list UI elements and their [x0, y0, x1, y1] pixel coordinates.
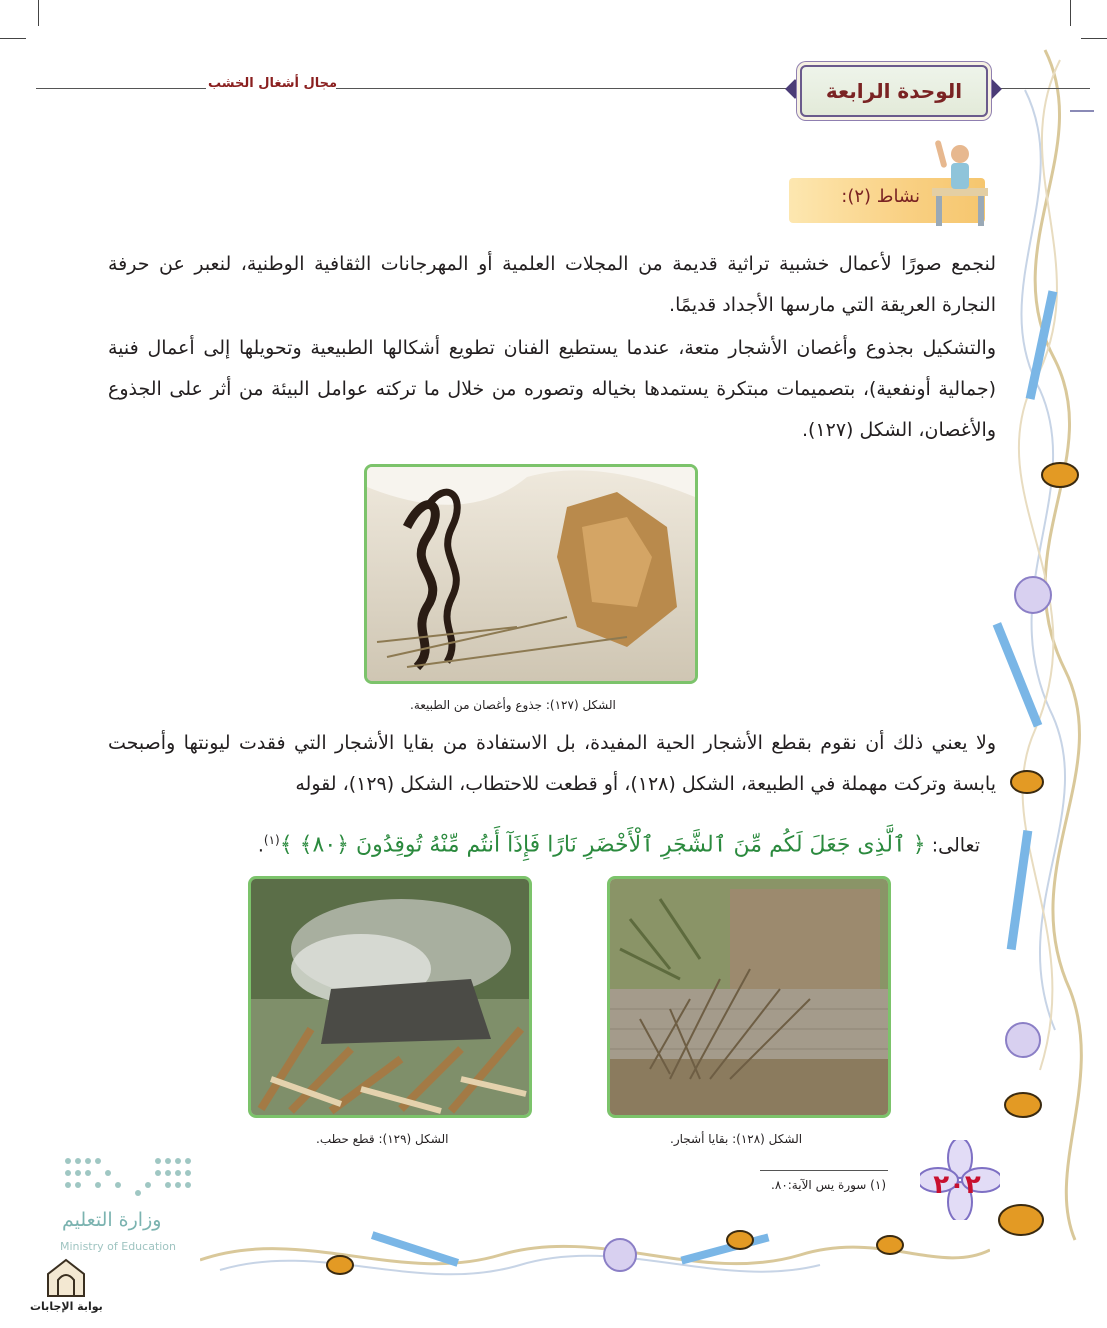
verse-end: .: [257, 834, 264, 857]
butterfly-icon: [727, 1231, 753, 1249]
butterfly-icon: [999, 1205, 1043, 1235]
paragraph-intro: لنجمع صورًا لأعمال خشبية تراثية قديمة من المجلات العلمية أو المهرجانات الثقافية الوطنية، لنعبر عن حرفة النجارة العريقة التي مارسها الأجداد قديمًا.: [108, 253, 996, 316]
butterfly-icon: [1011, 771, 1043, 793]
crop-mark: [0, 38, 26, 39]
paragraph-shaping: والتشكيل بجذوع وأغصان الأشجار متعة، عندما يستطيع الفنان تطويع أشكالها الطبيعية وتحويلها إلى أعمال فنية (جمالية أونفعية)، بتصميمات مبتكرة يستمدها بخياله وتصوره من خلال ما تركته عوامل البيئة من أثر على الجذوع والأغصان، الشكل (١٢٧).: [108, 337, 996, 441]
butterfly-icon: [1005, 1093, 1041, 1117]
unit-badge: [800, 65, 988, 117]
butterfly-icon: [877, 1236, 903, 1254]
crop-mark: [38, 0, 39, 26]
pencil-icon: [993, 622, 1043, 727]
figure-129-caption: الشكل (١٢٩): قطع حطب.: [316, 1132, 449, 1146]
pencil-icon: [1007, 830, 1033, 950]
header-rule: [36, 88, 206, 89]
pencil-icon: [680, 1233, 769, 1264]
header-rule: [990, 88, 1090, 89]
activity-title: نشاط (٢):: [841, 186, 920, 207]
flower-icon: [1006, 1023, 1040, 1057]
butterfly-icon: [1042, 463, 1078, 487]
figure-127-image: [364, 464, 698, 684]
crop-mark: [1070, 0, 1071, 26]
page-number: ٢٠٢: [933, 1170, 981, 1200]
decorative-bottom-border: [200, 1215, 990, 1295]
footnote: (١) سورة يس الآية:٨٠.: [771, 1178, 886, 1192]
figure-129-image: [248, 876, 532, 1118]
footnote-rule: [760, 1170, 888, 1171]
verse-intro: تعالى:: [931, 834, 980, 857]
flower-icon: [604, 1239, 636, 1271]
topic-label: مجال أشغال الخشب: [208, 76, 338, 91]
flower-icon: [1015, 577, 1051, 613]
figure-127-caption: الشكل (١٢٧): جذوع وأغصان من الطبيعة.: [410, 698, 616, 712]
figure-128-image: [607, 876, 891, 1118]
portal-logo-icon: [44, 1258, 88, 1298]
butterfly-icon: [327, 1256, 353, 1274]
ministry-name-arabic: وزارة التعليم: [62, 1209, 162, 1231]
figure-128-caption: الشكل (١٢٨): بقايا أشجار.: [670, 1132, 803, 1146]
quran-verse: ﴿ ٱلَّذِى جَعَلَ لَكُم مِّنَ ٱلشَّجَرِ ٱلْأَخْضَرِ نَارًا فَإِذَآ أَنتُم مِّنْهُ تُوقِدُونَ ﴿٨٠﴾ ﴾: [279, 832, 926, 858]
decorative-border: [985, 30, 1107, 1260]
header-rule: [336, 88, 796, 89]
watermark-text: بوابة الإجابات: [30, 1300, 103, 1313]
paragraph-reuse: ولا يعني ذلك أن نقوم بقطع الأشجار الحية المفيدة، بل الاستفادة من بقايا الأشجار التي فقدت ليونتها وأصبحت يابسة وتركت مهملة في الطبيعة، الشكل (١٢٨)، أو قطعت للاحتطاب، الشكل (١٢٩)، لقوله: [108, 732, 996, 795]
verse-line: [180, 816, 980, 864]
margin-mark: [1070, 110, 1094, 112]
unit-title: الوحدة الرابعة: [825, 79, 963, 103]
pencil-icon: [1026, 290, 1058, 399]
ministry-logo-icon: [62, 1155, 197, 1199]
ministry-name-english: Ministry of Education: [60, 1240, 177, 1253]
footnote-ref: (١): [263, 833, 280, 847]
teacher-illustration-icon: [928, 130, 992, 228]
